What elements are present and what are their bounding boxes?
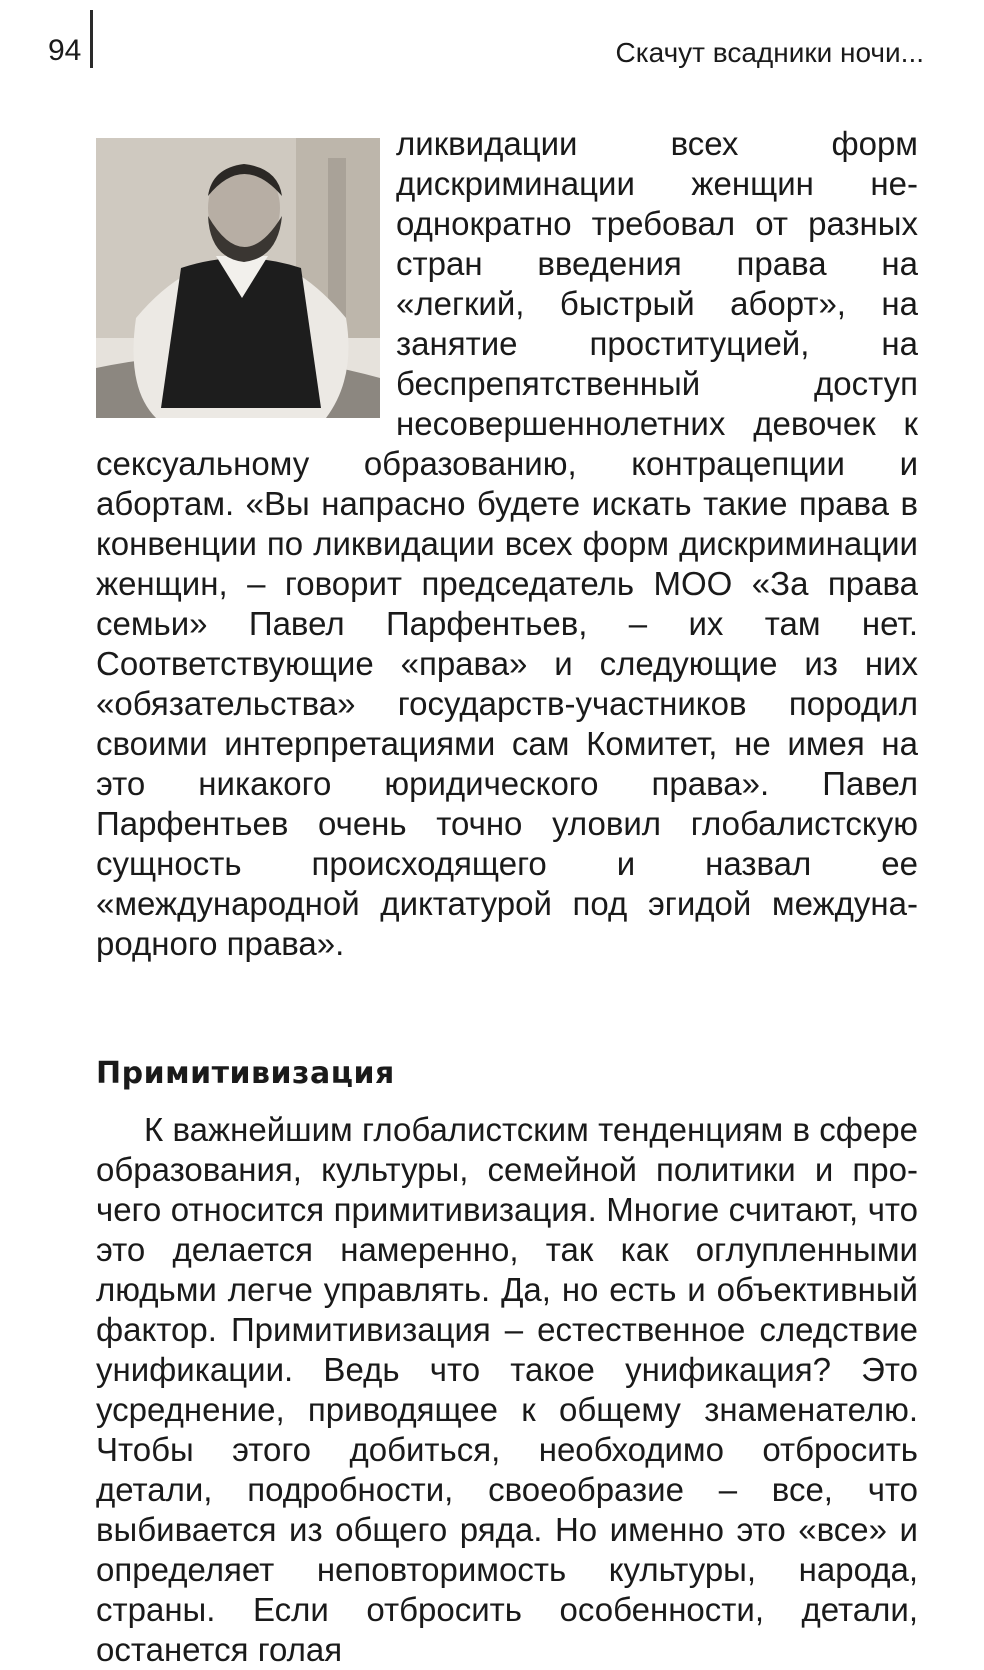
body-paragraph-2: К важнейшим глобалистским тенденциям в сфере образования, культуры, семейной политики и прочего относится примитивизация. Многие считают, что это делается намеренно, так как оглупленными людьми легче управлять. Да, но есть и объективный фактор. Примитивизация – естественное следствие унификации. Ведь что такое унификация? Это усреднение, приводящее к общему знаменателю. Чтобы этого добиться, необходимо отбросить детали, подробности, своеобразие – все, что выбивается из общего ряда. Но именно это «все» и определяет неповторимость культуры, народа, страны. Если отбросить особенности, детали, останется голая (96, 1111, 918, 1668)
section-heading: Примитивизация (96, 1056, 395, 1091)
portrait-photo-icon (96, 138, 380, 418)
text-column (96, 124, 918, 1670)
body-paragraph-1: ликвидации всех форм дискриминации женщин неоднократно требовал от разных стран введения права на «легкий, быстрый аборт», на занятие проституцией, на беспрепятственный доступ несовершеннолетних девочек к сексуальному образованию, контрацепции и абортам. «Вы напрасно будете искать такие права в конвенции по ликвидации всех форм дискриминации женщин, – говорит председатель МОО «За права семьи» Павел Парфентьев, – их там нет. Соответствующие «права» и следующие из них «обязательства» государств-участников породил своими интерпретациями сам Комитет, не имея на это никакого юридического права». Павел Парфентьев очень точно уловил глобалистскую сущность происходящего и назвал ее «международной диктатурой под эгидой международного права». (96, 125, 918, 962)
portrait-photo (96, 138, 380, 418)
running-title: Скачут всадники ночи... (615, 37, 924, 68)
header-divider (90, 10, 93, 68)
page-number: 94 (48, 34, 82, 67)
